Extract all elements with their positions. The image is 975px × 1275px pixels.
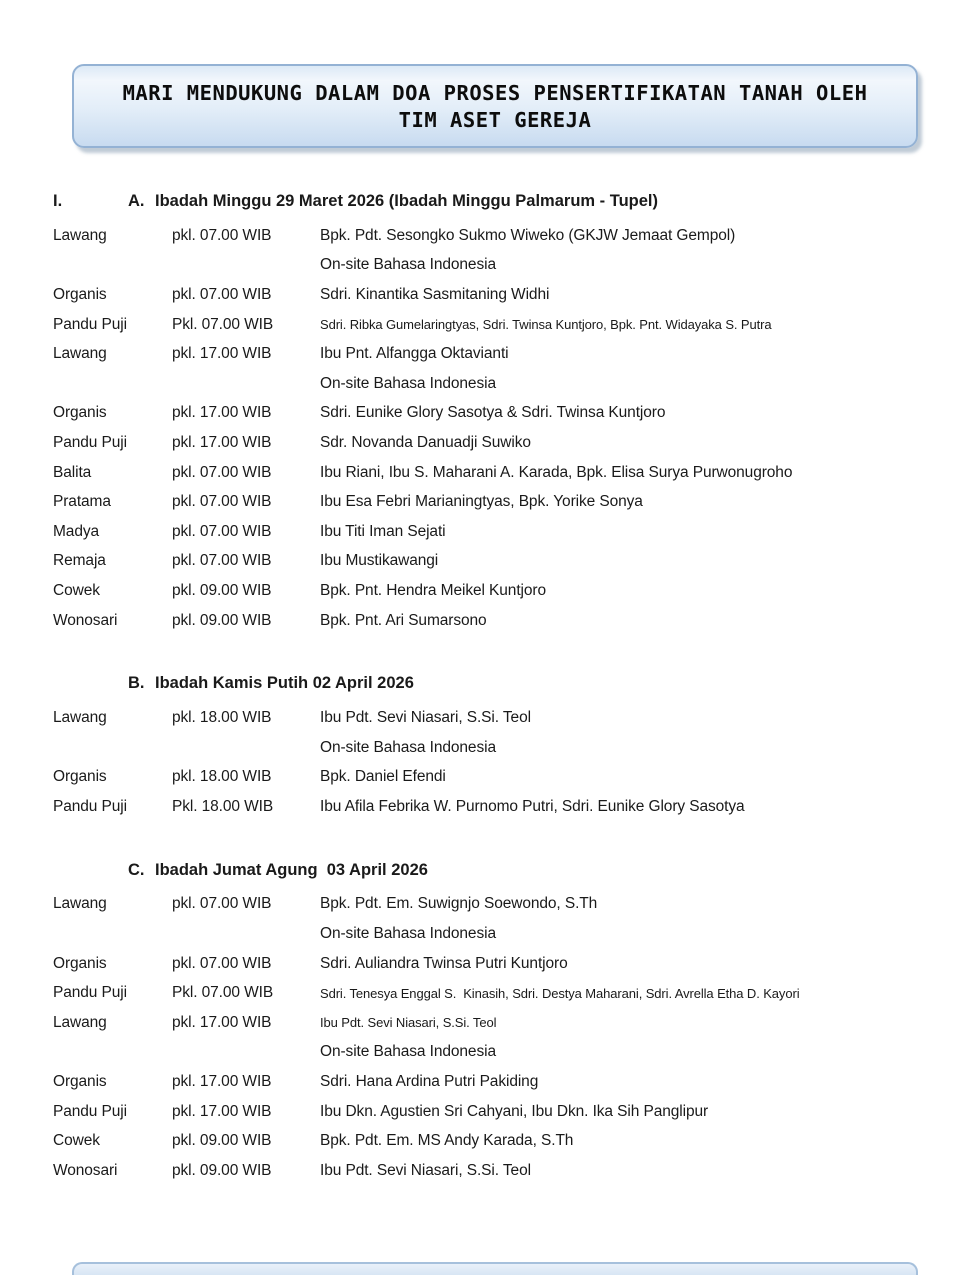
- banner-line-1: MARI MENDUKUNG DALAM DOA PROSES PENSERTIFIKATAN TANAH OLEH: [122, 80, 868, 105]
- roster-row: [0, 763, 975, 793]
- row-name: Sdri. Tenesya Enggal S. Kinasih, Sdri. Destya Maharani, Sdri. Avrella Etha D. Kayori: [320, 985, 800, 1001]
- row-role: Cowek: [53, 581, 100, 599]
- schedule-section: [0, 859, 975, 1186]
- row-time: pkl. 07.00 WIB: [172, 226, 272, 244]
- row-name: Ibu Riani, Ibu S. Maharani A. Karada, Bpk. Elisa Surya Purwonugroho: [320, 463, 793, 481]
- section-letter: C.: [128, 860, 145, 879]
- banner-line-2: TIM ASET GEREJA: [398, 107, 592, 132]
- section-heading: [0, 672, 975, 694]
- row-name: Ibu Dkn. Agustien Sri Cahyani, Ibu Dkn. Ika Sih Panglipur: [320, 1102, 709, 1120]
- section-letter: B.: [128, 674, 145, 693]
- roster-row: [0, 458, 975, 488]
- roster-row: [0, 1008, 975, 1038]
- row-role: Organis: [53, 285, 107, 303]
- roster-row: [0, 487, 975, 517]
- row-name: Sdr. Novanda Danuadji Suwiko: [320, 433, 531, 451]
- row-time: pkl. 17.00 WIB: [172, 1073, 272, 1091]
- row-time: pkl. 07.00 WIB: [172, 285, 272, 303]
- row-time: pkl. 09.00 WIB: [172, 581, 272, 599]
- row-name: On-site Bahasa Indonesia: [320, 1043, 496, 1061]
- row-role: Pandu Puji: [53, 984, 127, 1002]
- row-name: Ibu Titi Iman Sejati: [320, 522, 446, 540]
- row-name: Ibu Pdt. Sevi Niasari, S.Si. Teol: [320, 709, 531, 727]
- section-heading: [0, 190, 975, 212]
- row-role: Organis: [53, 768, 107, 786]
- row-name: On-site Bahasa Indonesia: [320, 925, 496, 943]
- roster-row: [0, 280, 975, 310]
- row-time: pkl. 17.00 WIB: [172, 404, 272, 422]
- row-name: Ibu Afila Febrika W. Purnomo Putri, Sdri. Eunike Glory Sasotya: [320, 797, 745, 815]
- row-role: Pratama: [53, 493, 111, 511]
- row-name: Bpk. Pnt. Ari Sumarsono: [320, 611, 487, 629]
- row-time: pkl. 17.00 WIB: [172, 1013, 272, 1031]
- row-time: pkl. 07.00 WIB: [172, 954, 272, 972]
- row-name: On-site Bahasa Indonesia: [320, 374, 496, 392]
- row-name: Sdri. Kinantika Sasmitaning Widhi: [320, 285, 550, 303]
- row-time: pkl. 07.00 WIB: [172, 463, 272, 481]
- roster-row: [0, 606, 975, 636]
- row-name: Ibu Pdt. Sevi Niasari, S.Si. Teol: [320, 1161, 531, 1179]
- section-title: Ibadah Minggu 29 Maret 2026 (Ibadah Minggu Palmarum - Tupel): [155, 192, 659, 210]
- section-rows: [0, 703, 975, 821]
- roster-row: [0, 517, 975, 547]
- row-name: Bpk. Pdt. Em. MS Andy Karada, S.Th: [320, 1132, 574, 1150]
- section-rows: [0, 221, 975, 635]
- row-role: Balita: [53, 463, 92, 481]
- row-time: pkl. 18.00 WIB: [172, 709, 272, 727]
- row-time: pkl. 07.00 WIB: [172, 552, 272, 570]
- roster-row: [0, 890, 975, 920]
- row-time: pkl. 07.00 WIB: [172, 895, 272, 913]
- row-name: Bpk. Pdt. Em. Suwignjo Soewondo, S.Th: [320, 895, 598, 913]
- roster-row: [0, 978, 975, 1008]
- roster-row: [0, 221, 975, 251]
- roster-row: [0, 1126, 975, 1156]
- row-time: pkl. 18.00 WIB: [172, 768, 272, 786]
- row-time: pkl. 17.00 WIB: [172, 345, 272, 363]
- row-role: Lawang: [53, 709, 107, 727]
- roster-row: [0, 576, 975, 606]
- row-time: Pkl. 18.00 WIB: [172, 797, 274, 815]
- row-role: Organis: [53, 954, 107, 972]
- row-name: On-site Bahasa Indonesia: [320, 738, 496, 756]
- row-name: Ibu Esa Febri Marianingtyas, Bpk. Yorike Sonya: [320, 493, 643, 511]
- row-role: Cowek: [53, 1132, 100, 1150]
- schedule-section: [0, 190, 975, 635]
- section-numeral: I.: [53, 192, 63, 210]
- row-name: Sdri. Auliandra Twinsa Putri Kuntjoro: [320, 954, 568, 972]
- row-role: Organis: [53, 1073, 107, 1091]
- row-role: Madya: [53, 522, 100, 540]
- roster-row: [0, 399, 975, 429]
- row-role: Lawang: [53, 895, 107, 913]
- row-name: Ibu Pnt. Alfangga Oktavianti: [320, 345, 509, 363]
- row-time: Pkl. 07.00 WIB: [172, 315, 274, 333]
- row-name: Sdri. Ribka Gumelaringtyas, Sdri. Twinsa Kuntjoro, Bpk. Pnt. Widayaka S. Putra: [320, 317, 772, 333]
- roster-row: [0, 251, 975, 281]
- row-name: Bpk. Daniel Efendi: [320, 768, 446, 786]
- row-role: Pandu Puji: [53, 1102, 127, 1120]
- row-time: pkl. 09.00 WIB: [172, 1132, 272, 1150]
- roster-row: [0, 1156, 975, 1186]
- roster-row: [0, 949, 975, 979]
- section-letter: A.: [128, 192, 145, 210]
- row-name: Bpk. Pnt. Hendra Meikel Kuntjoro: [320, 581, 546, 599]
- roster-row: [0, 310, 975, 340]
- roster-row: [0, 703, 975, 733]
- row-role: Pandu Puji: [53, 433, 127, 451]
- row-name: Bpk. Pdt. Sesongko Sukmo Wiweko (GKJW Jemaat Gempol): [320, 226, 736, 244]
- roster-row: [0, 792, 975, 822]
- row-time: pkl. 07.00 WIB: [172, 522, 272, 540]
- row-time: pkl. 17.00 WIB: [172, 1102, 272, 1120]
- roster-row: [0, 919, 975, 949]
- roster-row: [0, 1038, 975, 1068]
- section-numeral: [53, 859, 128, 881]
- document-body: [0, 190, 975, 1186]
- row-time: Pkl. 07.00 WIB: [172, 984, 274, 1002]
- section-heading: [0, 859, 975, 881]
- row-time: pkl. 09.00 WIB: [172, 611, 272, 629]
- row-name: Sdri. Hana Ardina Putri Pakiding: [320, 1073, 539, 1091]
- roster-row: [0, 339, 975, 369]
- roster-row: [0, 547, 975, 577]
- row-role: Lawang: [53, 226, 107, 244]
- row-role: Lawang: [53, 345, 107, 363]
- roster-row: [0, 428, 975, 458]
- row-role: Lawang: [53, 1013, 107, 1031]
- row-role: Remaja: [53, 552, 106, 570]
- row-role: Pandu Puji: [53, 797, 127, 815]
- row-name: Sdri. Eunike Glory Sasotya & Sdri. Twinsa Kuntjoro: [320, 404, 666, 422]
- row-role: Wonosari: [53, 1161, 118, 1179]
- roster-row: [0, 369, 975, 399]
- row-time: pkl. 17.00 WIB: [172, 433, 272, 451]
- next-banner-cutoff: [72, 1262, 918, 1275]
- roster-row: [0, 1067, 975, 1097]
- section-rows: [0, 890, 975, 1186]
- section-title: Ibadah Kamis Putih 02 April 2026: [155, 674, 414, 693]
- row-name: Ibu Pdt. Sevi Niasari, S.Si. Teol: [320, 1015, 497, 1031]
- row-role: Pandu Puji: [53, 315, 127, 333]
- row-time: pkl. 09.00 WIB: [172, 1161, 272, 1179]
- roster-row: [0, 733, 975, 763]
- row-name: On-site Bahasa Indonesia: [320, 256, 496, 274]
- schedule-section: [0, 672, 975, 821]
- section-numeral: [53, 672, 128, 694]
- roster-row: [0, 1097, 975, 1127]
- row-name: Ibu Mustikawangi: [320, 552, 439, 570]
- row-time: pkl. 07.00 WIB: [172, 493, 272, 511]
- section-title: Ibadah Jumat Agung 03 April 2026: [155, 860, 428, 879]
- row-role: Wonosari: [53, 611, 118, 629]
- row-role: Organis: [53, 404, 107, 422]
- prayer-support-banner: [72, 64, 918, 148]
